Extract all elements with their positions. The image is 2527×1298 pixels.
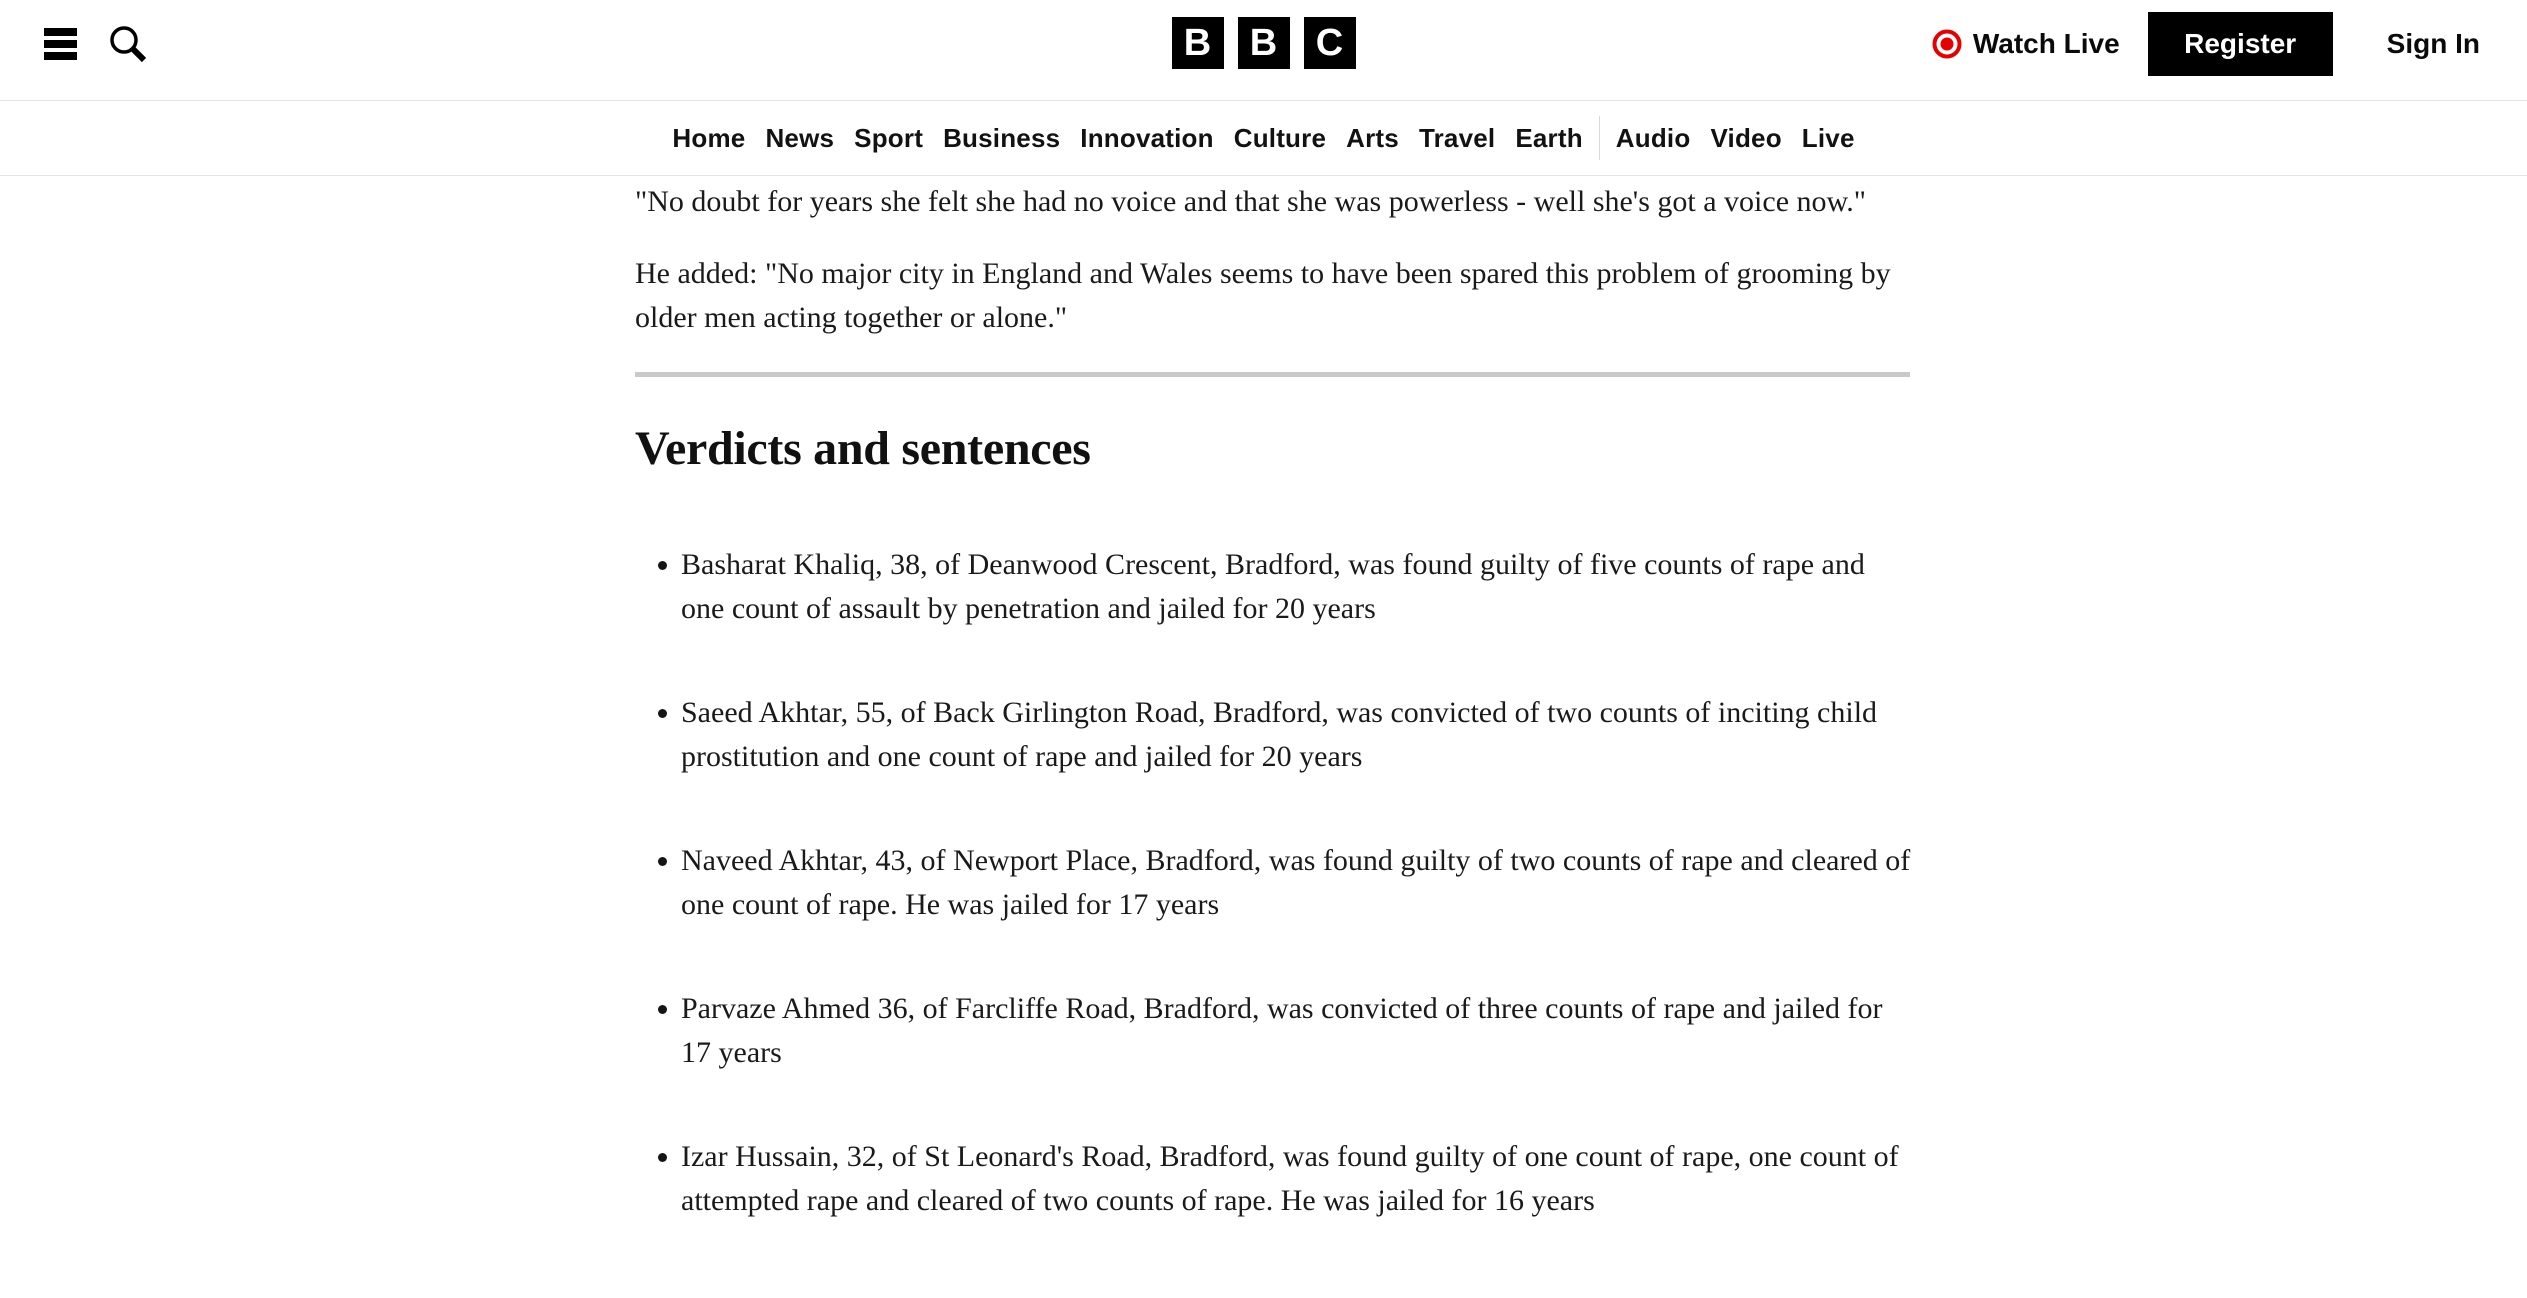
nav-item-travel[interactable]: Travel [1418,122,1496,153]
nav-item-live[interactable]: Live [1801,122,1855,153]
section-heading: Verdicts and sentences [635,422,1091,475]
nav-item-audio[interactable]: Audio [1615,122,1691,153]
masthead-right-group [1932,0,2480,88]
verdict-item-izar-hussain: Izar Hussain, 32, of St Leonard's Road, Bradford, was found guilty of one count of rape, one count of attempted rape and cleared of two counts of rape. He was jailed for 16 years [635,1135,1913,1223]
nav-item-arts[interactable]: Arts [1346,122,1399,153]
logo-letter-b2: B [1238,17,1290,69]
verdicts-list [635,543,1913,1223]
live-dot-icon [1932,29,1962,59]
watch-live-link[interactable] [1932,28,2120,60]
article-content [635,176,1913,1283]
verdict-item-naveed-akhtar: Naveed Akhtar, 43, of Newport Place, Bradford, was found guilty of two counts of rape and cleared of one count of rape. He was jailed for 17 years [635,839,1913,927]
bbc-logo[interactable] [1172,17,1356,69]
search-button[interactable] [106,22,150,66]
register-button[interactable]: Register [2148,12,2333,76]
logo-letter-b1: B [1172,17,1224,69]
masthead-left-group [38,0,150,88]
nav-item-earth[interactable]: Earth [1515,122,1583,153]
article-paragraph-quote: "No doubt for years she felt she had no voice and that she was powerless - well she's got a voice now." [635,185,1866,218]
primary-nav [0,100,2527,176]
hamburger-icon [44,28,77,60]
sign-in-link[interactable]: Sign In [2386,28,2480,59]
verdict-item-basharat-khaliq: Basharat Khaliq, 38, of Deanwood Crescent, Bradford, was found guilty of five counts of rape and one count of assault by penetration and jailed for 20 years [635,543,1913,631]
nav-item-home[interactable]: Home [672,122,746,153]
menu-button[interactable] [38,22,82,66]
watch-live-label: Watch Live [1972,28,2120,59]
verdict-item-saeed-akhtar: Saeed Akhtar, 55, of Back Girlington Road, Bradford, was convicted of two counts of inciting child prostitution and one count of rape and jailed for 20 years [635,691,1913,779]
nav-item-video[interactable]: Video [1710,122,1782,153]
nav-item-news[interactable]: News [765,122,835,153]
nav-item-sport[interactable]: Sport [854,122,924,153]
nav-divider [1599,116,1600,160]
logo-letter-c: C [1304,17,1356,69]
nav-item-culture[interactable]: Culture [1233,122,1327,153]
verdict-item-parvaze-ahmed: Parvaze Ahmed 36, of Farcliffe Road, Bradford, was convicted of three counts of rape and jailed for 17 years [635,987,1913,1075]
nav-item-business[interactable]: Business [943,122,1061,153]
search-icon [108,24,148,64]
nav-item-innovation[interactable]: Innovation [1080,122,1214,153]
article-paragraph-he-added: He added: "No major city in England and Wales seems to have been spared this problem of grooming by older men acting together or alone." [635,257,1891,334]
bbc-masthead [0,0,2527,100]
section-divider [635,372,1910,377]
